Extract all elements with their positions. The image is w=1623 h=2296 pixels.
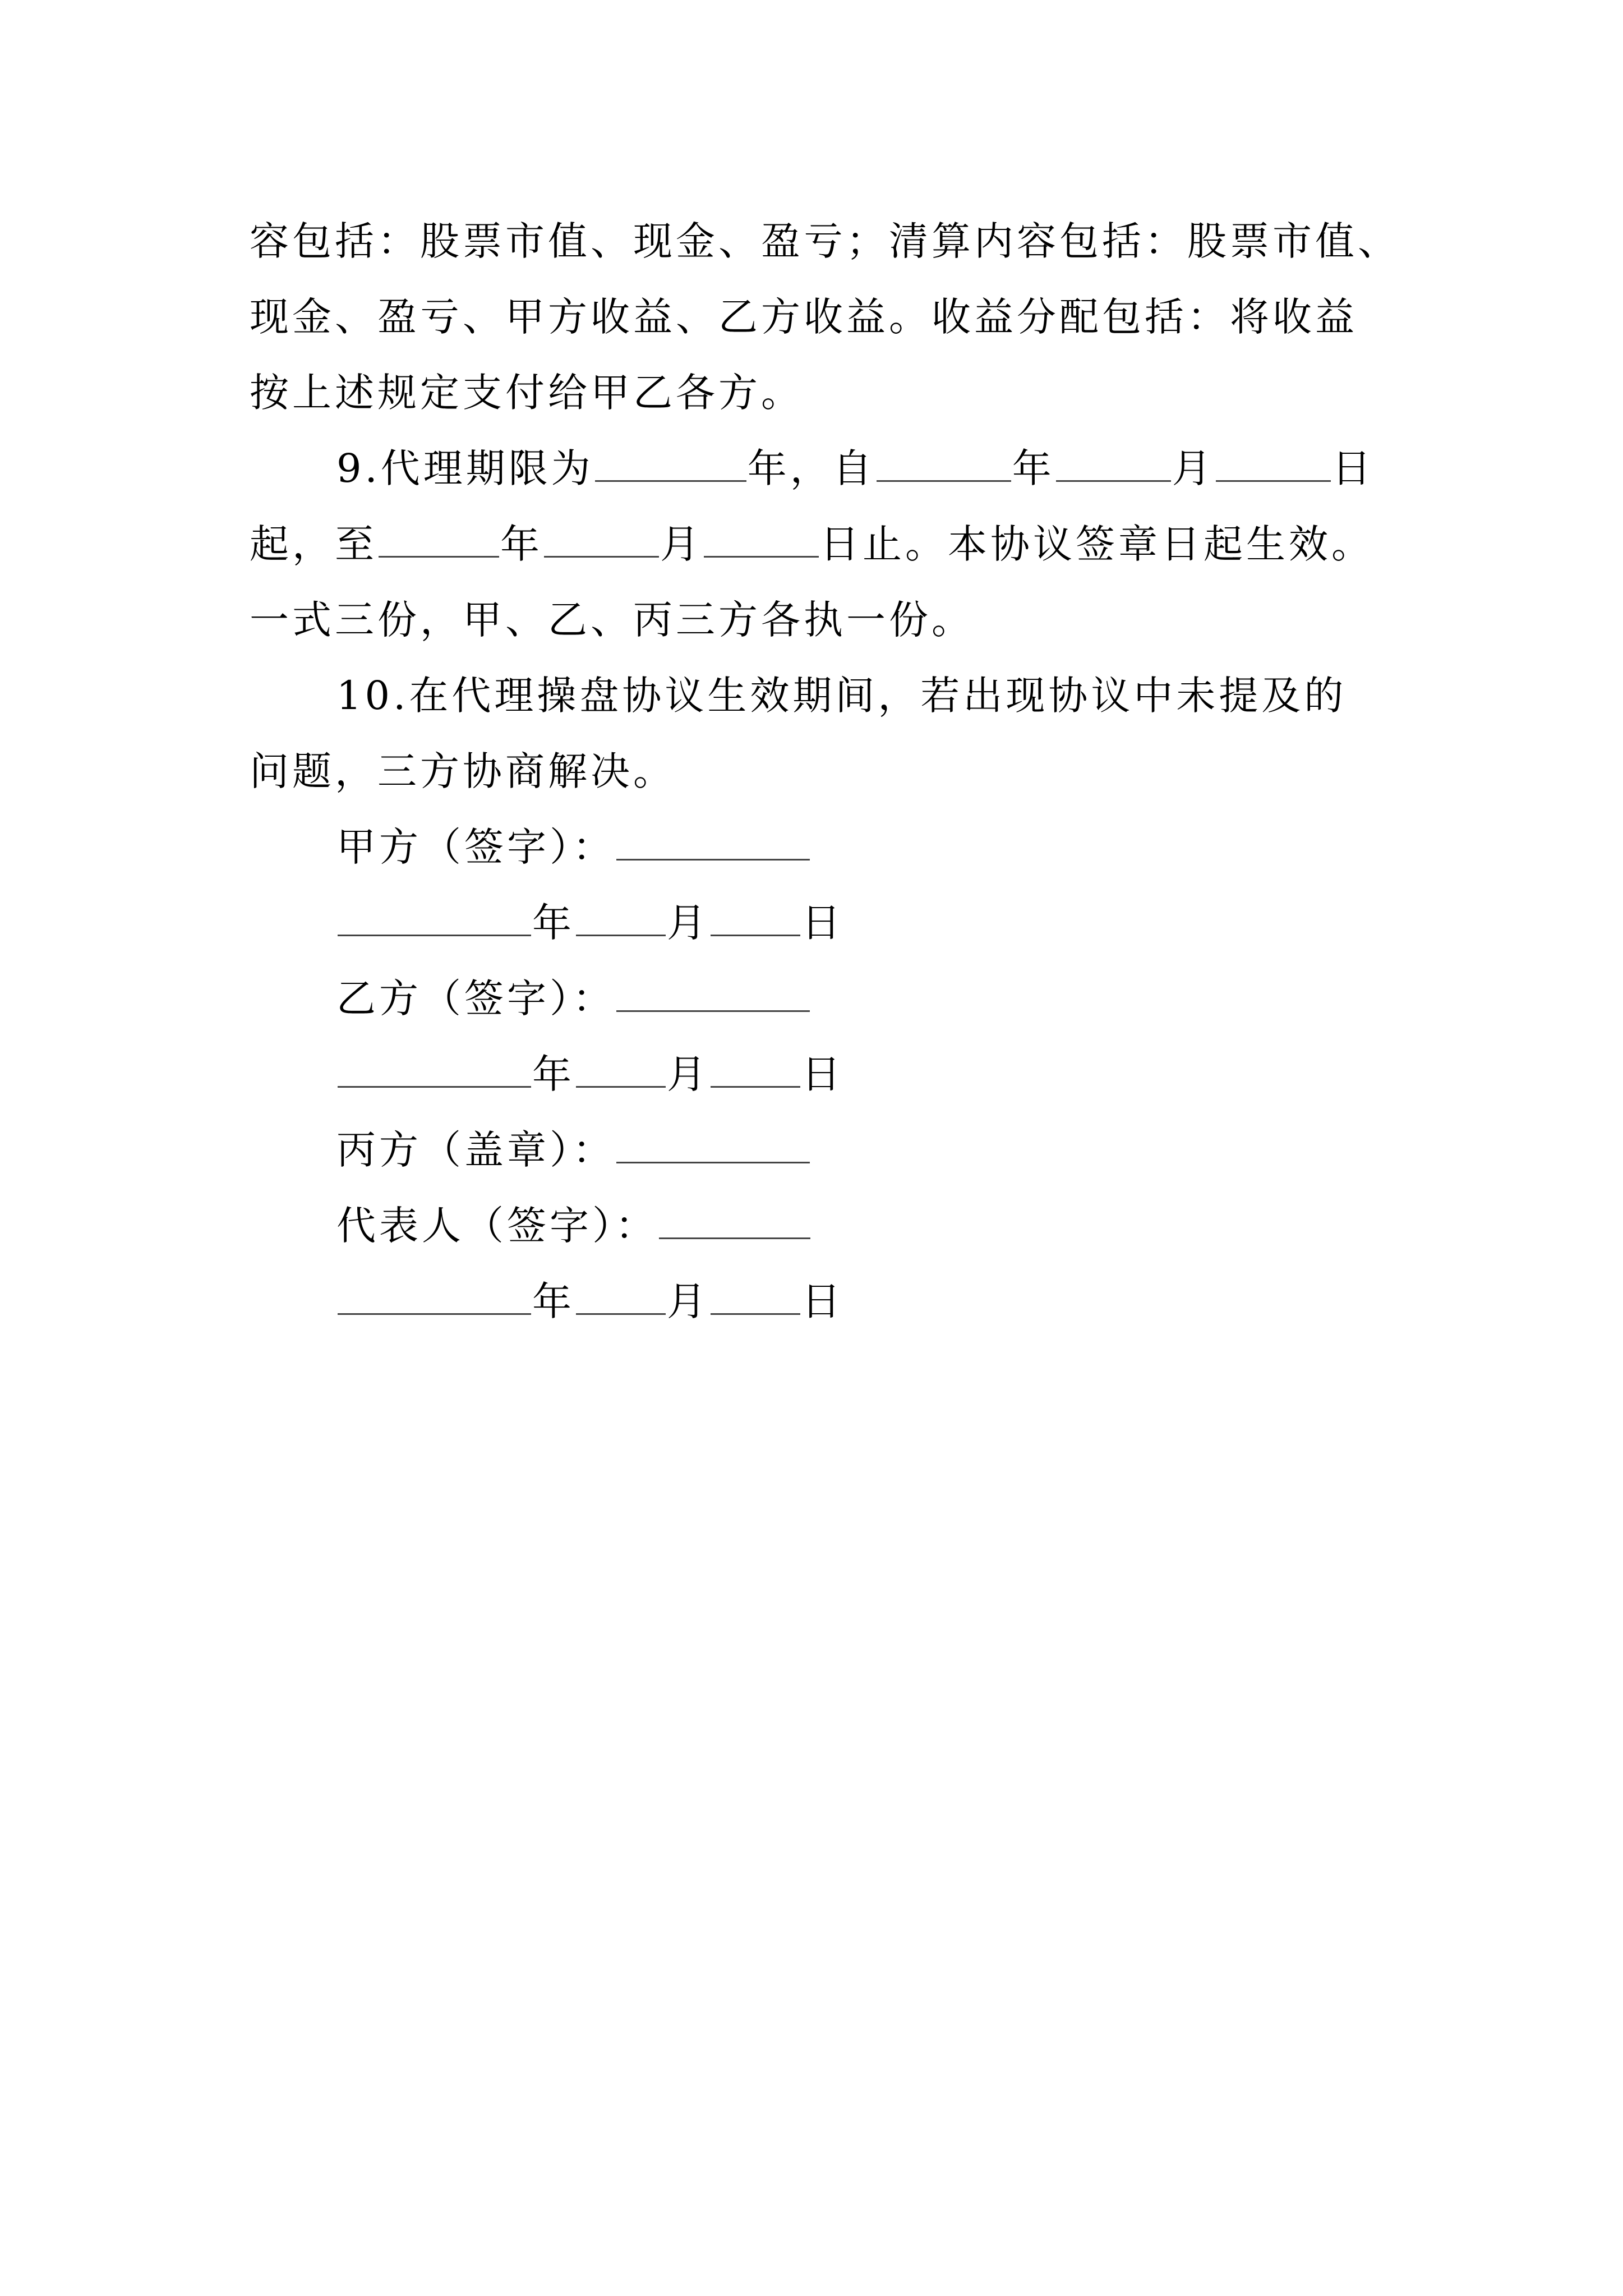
day-label: 日	[801, 900, 844, 946]
party-b-day-blank[interactable]	[711, 1049, 800, 1088]
representative-label: 代表人（签字）：	[336, 1203, 658, 1249]
paragraph-9-line-3: 一式三份，甲、乙、丙三方各执一份。	[250, 597, 974, 643]
paragraph-9-line-2	[250, 513, 1374, 575]
paragraph-9-text: 日止。本协议签章日起生效。	[820, 521, 1374, 567]
party-a-signature-blank[interactable]	[616, 822, 810, 861]
month-label: 月	[660, 521, 703, 567]
party-b-month-blank[interactable]	[576, 1049, 666, 1088]
start-month-blank[interactable]	[1056, 443, 1171, 482]
year-label: 年	[1012, 445, 1055, 491]
paragraph-9-text: 起，至	[250, 521, 377, 567]
month-label: 月	[667, 1051, 709, 1097]
party-c-date-line	[336, 1271, 844, 1332]
year-label: 年	[532, 1051, 575, 1097]
paragraph-8-line-1: 容包括：股票市值、现金、盈亏；清算内容包括：股票市值、	[250, 218, 1400, 264]
start-year-blank[interactable]	[877, 443, 1011, 482]
paragraph-10-line-2: 问题，三方协商解决。	[250, 748, 676, 794]
day-label: 日	[1331, 445, 1375, 491]
party-a-year-blank[interactable]	[338, 898, 531, 936]
start-day-blank[interactable]	[1216, 443, 1331, 482]
party-b-year-blank[interactable]	[338, 1049, 531, 1088]
paragraph-10-line-1: 10.在代理操盘协议生效期间，若出现协议中未提及的	[336, 673, 1347, 719]
party-b-label: 乙方（签字）：	[336, 976, 615, 1022]
day-label: 日	[801, 1278, 844, 1324]
party-b-signature-blank[interactable]	[616, 973, 810, 1012]
party-a-month-blank[interactable]	[576, 898, 666, 936]
end-day-blank[interactable]	[704, 519, 819, 558]
representative-signature-blank[interactable]	[659, 1200, 810, 1239]
representative-signature-line	[336, 1195, 811, 1257]
party-a-signature-line	[336, 816, 811, 878]
party-c-seal-line	[336, 1119, 811, 1181]
party-a-date-line	[336, 892, 844, 954]
party-b-signature-line	[336, 968, 811, 1029]
paragraph-9-text: 年，自	[747, 445, 875, 491]
paragraph-8-line-3: 按上述规定支付给甲乙各方。	[250, 370, 804, 416]
end-month-blank[interactable]	[544, 519, 659, 558]
month-label: 月	[667, 900, 709, 946]
party-c-seal-blank[interactable]	[616, 1125, 810, 1163]
party-c-month-blank[interactable]	[576, 1276, 666, 1315]
party-b-date-line	[336, 1043, 844, 1105]
party-c-label: 丙方（盖章）：	[336, 1127, 615, 1173]
party-a-label: 甲方（签字）：	[336, 824, 615, 870]
party-c-day-blank[interactable]	[711, 1276, 800, 1315]
party-a-day-blank[interactable]	[711, 898, 800, 936]
paragraph-9-line-1	[336, 438, 1375, 499]
year-label: 年	[500, 521, 543, 567]
paragraph-9-text: 9.代理期限为	[336, 445, 594, 491]
term-years-blank[interactable]	[595, 443, 746, 482]
year-label: 年	[532, 1278, 575, 1324]
day-label: 日	[801, 1051, 844, 1097]
party-c-year-blank[interactable]	[338, 1276, 531, 1315]
month-label: 月	[667, 1278, 709, 1324]
year-label: 年	[532, 900, 575, 946]
month-label: 月	[1172, 445, 1215, 491]
end-year-blank[interactable]	[379, 519, 499, 558]
paragraph-8-line-2: 现金、盈亏、甲方收益、乙方收益。收益分配包括：将收益	[250, 294, 1358, 340]
